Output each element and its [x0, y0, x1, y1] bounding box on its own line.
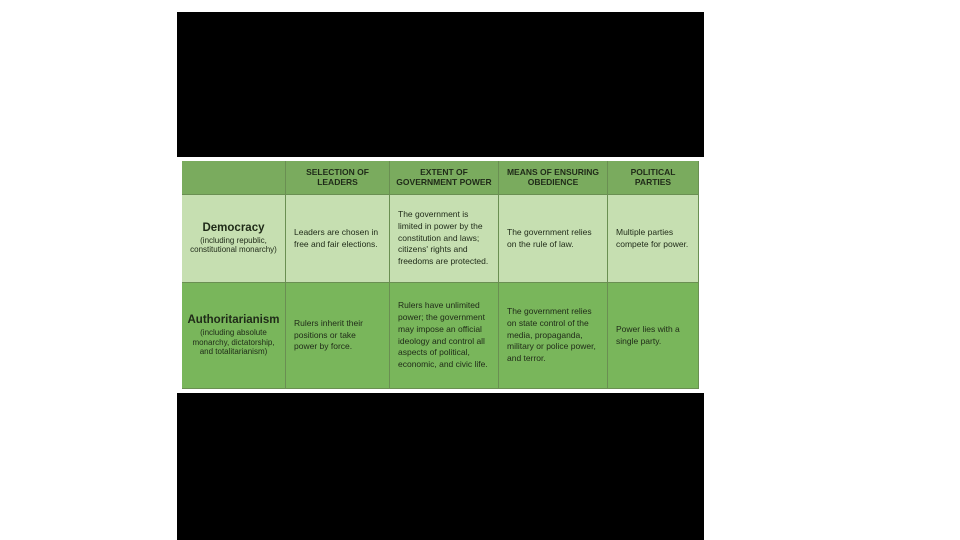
row-subtitle: (including republic, constitutional monarchy)	[190, 235, 277, 255]
row-label-democracy	[182, 195, 286, 283]
header-means-of-ensuring-obedience: MEANS OF ENSURING OBEDIENCE	[499, 161, 608, 195]
table-cell: The government is limited in power by the constitution and laws; citizens' rights and freedoms are protected.	[390, 195, 499, 283]
header-extent-of-government-power: EXTENT OF GOVERNMENT POWER	[390, 161, 499, 195]
header-corner	[182, 161, 286, 195]
table-cell: Power lies with a single party.	[608, 283, 699, 389]
row-subtitle: (including absolute monarchy, dictatorship, and totalitarianism)	[192, 327, 275, 357]
table-cell: Rulers have unlimited power; the government may impose an official ideology and control all aspects of political, economic, and civic life.	[390, 283, 499, 389]
table-cell: The government relies on the rule of law.	[499, 195, 608, 283]
comparison-table	[177, 157, 704, 393]
table-grid	[182, 161, 699, 389]
table-cell: The government relies on state control of the media, propaganda, military or police power, and terror.	[499, 283, 608, 389]
table-cell: Multiple parties compete for power.	[608, 195, 699, 283]
row-title: Democracy	[202, 222, 265, 235]
row-label-authoritarianism	[182, 283, 286, 389]
header-political-parties: POLITICAL PARTIES	[608, 161, 699, 195]
table-cell: Leaders are chosen in free and fair elections.	[286, 195, 390, 283]
row-title: Authoritarianism	[187, 314, 280, 327]
slide-image	[177, 12, 704, 540]
header-selection-of-leaders: SELECTION OF LEADERS	[286, 161, 390, 195]
table-cell: Rulers inherit their positions or take power by force.	[286, 283, 390, 389]
